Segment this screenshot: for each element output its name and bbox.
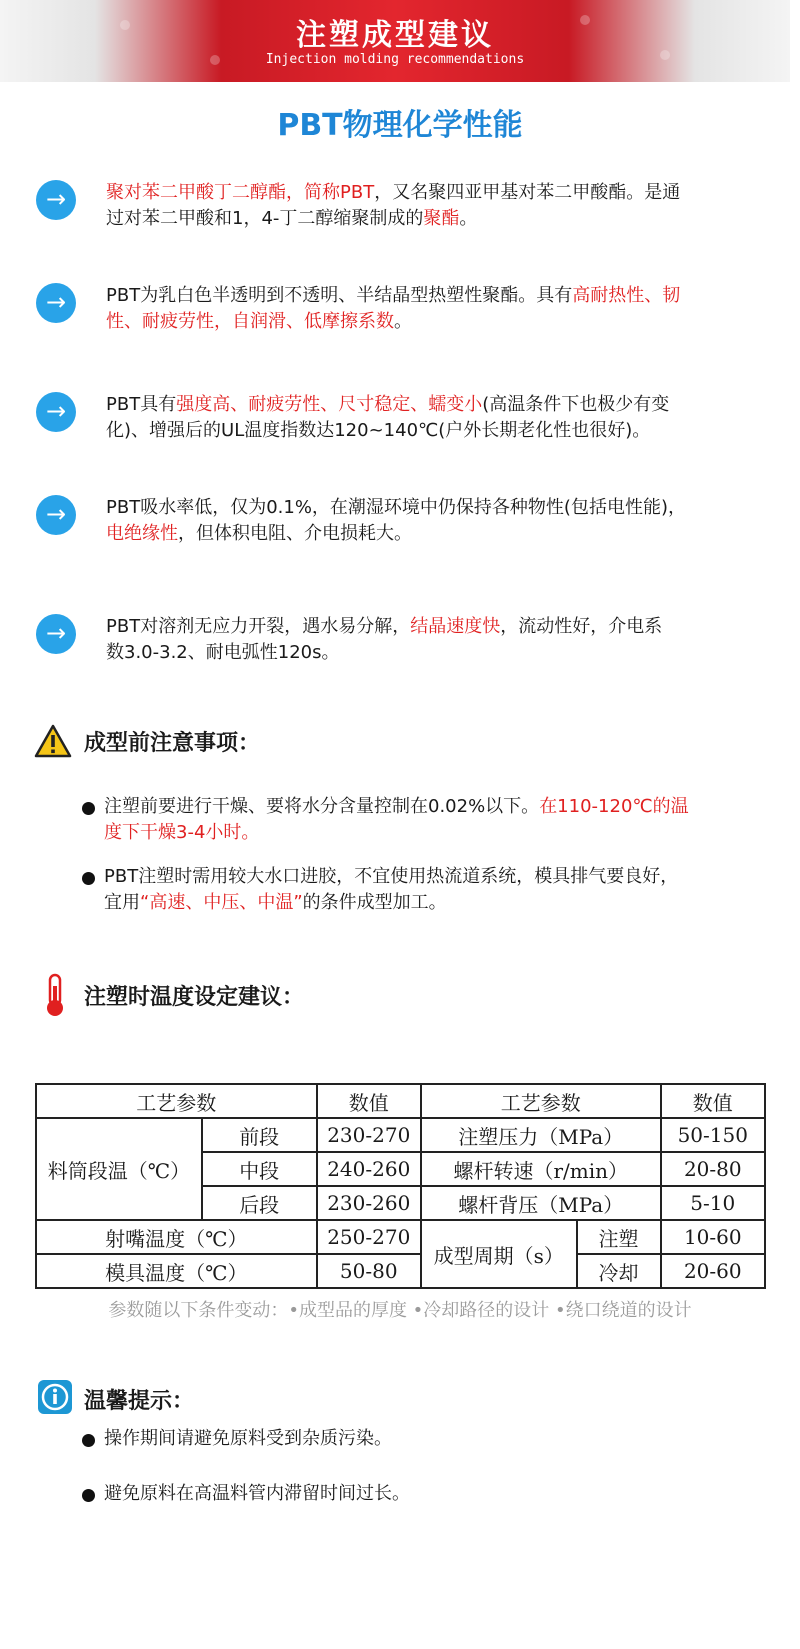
table-cell: 注塑压力（MPa） xyxy=(421,1118,661,1152)
text-line xyxy=(106,283,766,309)
highlight-text: 聚酯 xyxy=(423,208,460,229)
table-cell: 240-260 xyxy=(317,1152,421,1186)
table-cell: 10-60 xyxy=(661,1220,765,1254)
table-cell: 射嘴温度（℃） xyxy=(36,1220,317,1254)
temperature-title: 注塑时温度设定建议： xyxy=(84,985,305,1010)
table-cell: 50-80 xyxy=(317,1254,421,1288)
table-row xyxy=(36,1254,765,1288)
table-row xyxy=(36,1118,765,1152)
table-row xyxy=(36,1220,765,1254)
table-cell: 料筒段温（℃） xyxy=(36,1118,202,1220)
table-header: 工艺参数 xyxy=(421,1084,661,1118)
thermometer-icon xyxy=(40,972,70,1018)
process-parameters-table xyxy=(35,1083,766,1289)
highlight-text: 度下干燥3-4小时。 xyxy=(104,822,260,843)
precaution-text xyxy=(104,864,764,916)
bullet-dot xyxy=(82,872,95,885)
arrow-right-icon: → xyxy=(36,614,76,654)
table-cell: 250-270 xyxy=(317,1220,421,1254)
table-cell: 20-60 xyxy=(661,1254,765,1288)
body-text: 化)、增强后的UL温度指数达120~140℃(户外长期老化性也很好)。 xyxy=(106,420,651,441)
banner-title: 注塑成型建议 xyxy=(296,18,494,53)
arrow-right-icon: → xyxy=(36,392,76,432)
table-cell: 230-260 xyxy=(317,1186,421,1220)
highlight-text: 电绝缘性 xyxy=(106,523,178,544)
arrow-right-icon: → xyxy=(36,283,76,323)
highlight-text: 性、耐疲劳性，自润滑、低摩擦系数 xyxy=(106,311,394,332)
property-text xyxy=(106,283,766,335)
tip-text: 避免原料在高温料管内滞留时间过长。 xyxy=(104,1483,410,1504)
precautions-heading xyxy=(34,724,261,764)
precautions-title: 成型前注意事项： xyxy=(84,731,261,756)
body-text: PBT对溶剂无应力开裂，遇水易分解， xyxy=(106,616,411,637)
body-text: PBT具有 xyxy=(106,394,177,415)
body-text: 。 xyxy=(394,311,412,332)
table-cell: 螺杆背压（MPa） xyxy=(421,1186,661,1220)
body-text: 注塑前要进行干燥、要将水分含量控制在0.02%以下。 xyxy=(104,796,540,817)
table-header: 数值 xyxy=(317,1084,421,1118)
highlight-text: 结晶速度快 xyxy=(410,616,501,637)
table-cell: 后段 xyxy=(202,1186,317,1220)
body-text: (高温条件下也极少有变 xyxy=(482,394,670,415)
bullet-dot xyxy=(82,1434,95,1447)
table-cell: 螺杆转速（r/min） xyxy=(421,1152,661,1186)
body-text: 的条件成型加工。 xyxy=(302,892,447,913)
table-cell: 模具温度（℃） xyxy=(36,1254,317,1288)
body-text: PBT吸水率低，仅为0.1%，在潮湿环境中仍保持各种物性(包括电性能)， xyxy=(106,497,686,518)
body-text: ，但体积电阻、介电损耗大。 xyxy=(178,523,412,544)
conditions-note: 参数随以下条件变动：•成型品的厚度 •冷却路径的设计 •绕口绕道的设计 xyxy=(108,1300,692,1321)
table-header: 工艺参数 xyxy=(36,1084,317,1118)
text-line xyxy=(106,614,766,640)
tip-text: 操作期间请避免原料受到杂质污染。 xyxy=(104,1428,392,1449)
bullet-dot xyxy=(82,802,95,815)
text-line xyxy=(106,521,766,547)
body-text: ，又名聚四亚甲基对苯二甲酸酯。是通 xyxy=(374,182,681,203)
tips-title: 温馨提示： xyxy=(84,1389,195,1414)
text-line xyxy=(106,392,766,418)
banner-subtitle: Injection molding recommendations xyxy=(265,52,525,67)
text-line xyxy=(104,820,764,846)
property-text xyxy=(106,392,766,444)
property-text xyxy=(106,180,766,232)
table-cell: 冷却 xyxy=(577,1254,661,1288)
body-text: 数3.0-3.2、耐电弧性120s。 xyxy=(106,642,340,663)
highlight-text: 高耐热性、韧 xyxy=(572,285,681,306)
text-line xyxy=(106,180,766,206)
text-line xyxy=(106,418,766,444)
property-text xyxy=(106,614,766,666)
arrow-right-icon: → xyxy=(36,495,76,535)
table-header: 数值 xyxy=(661,1084,765,1118)
table-cell: 230-270 xyxy=(317,1118,421,1152)
text-line xyxy=(104,864,764,890)
header-banner xyxy=(0,0,790,82)
bullet-dot xyxy=(82,1489,95,1502)
table-cell: 成型周期（s） xyxy=(421,1220,577,1288)
highlight-text: 在110-120℃的温 xyxy=(539,796,689,817)
page-title: PBT物理化学性能 xyxy=(277,108,523,143)
arrow-right-icon: → xyxy=(36,180,76,220)
text-line xyxy=(106,206,766,232)
text-line xyxy=(106,495,766,521)
body-text: PBT注塑时需用较大水口进胶，不宜使用热流道系统，模具排气要良好， xyxy=(104,866,679,887)
table-cell: 5-10 xyxy=(661,1186,765,1220)
text-line xyxy=(106,640,766,666)
text-line xyxy=(104,794,764,820)
text-line xyxy=(106,309,766,335)
info-icon xyxy=(36,1378,74,1416)
table-cell: 中段 xyxy=(202,1152,317,1186)
body-text: 过对苯二甲酸和1，4-丁二醇缩聚制成的 xyxy=(106,208,424,229)
highlight-text: “高速、中压、中温” xyxy=(140,892,303,913)
body-text: ，流动性好，介电系 xyxy=(500,616,663,637)
highlight-text: 聚对苯二甲酸丁二醇酯，简称PBT xyxy=(106,182,375,203)
body-text: PBT为乳白色半透明到不透明、半结晶型热塑性聚酯。具有 xyxy=(106,285,573,306)
warning-icon xyxy=(34,724,72,758)
table-cell: 20-80 xyxy=(661,1152,765,1186)
table-cell: 前段 xyxy=(202,1118,317,1152)
table-cell: 注塑 xyxy=(577,1220,661,1254)
table-cell: 50-150 xyxy=(661,1118,765,1152)
property-text xyxy=(106,495,766,547)
precaution-text xyxy=(104,794,764,846)
body-text: 。 xyxy=(459,208,478,229)
body-text: 宜用 xyxy=(104,892,140,913)
table-row xyxy=(36,1084,765,1118)
text-line xyxy=(104,890,764,916)
highlight-text: 强度高、耐疲劳性、尺寸稳定、蠕变小 xyxy=(176,394,483,415)
